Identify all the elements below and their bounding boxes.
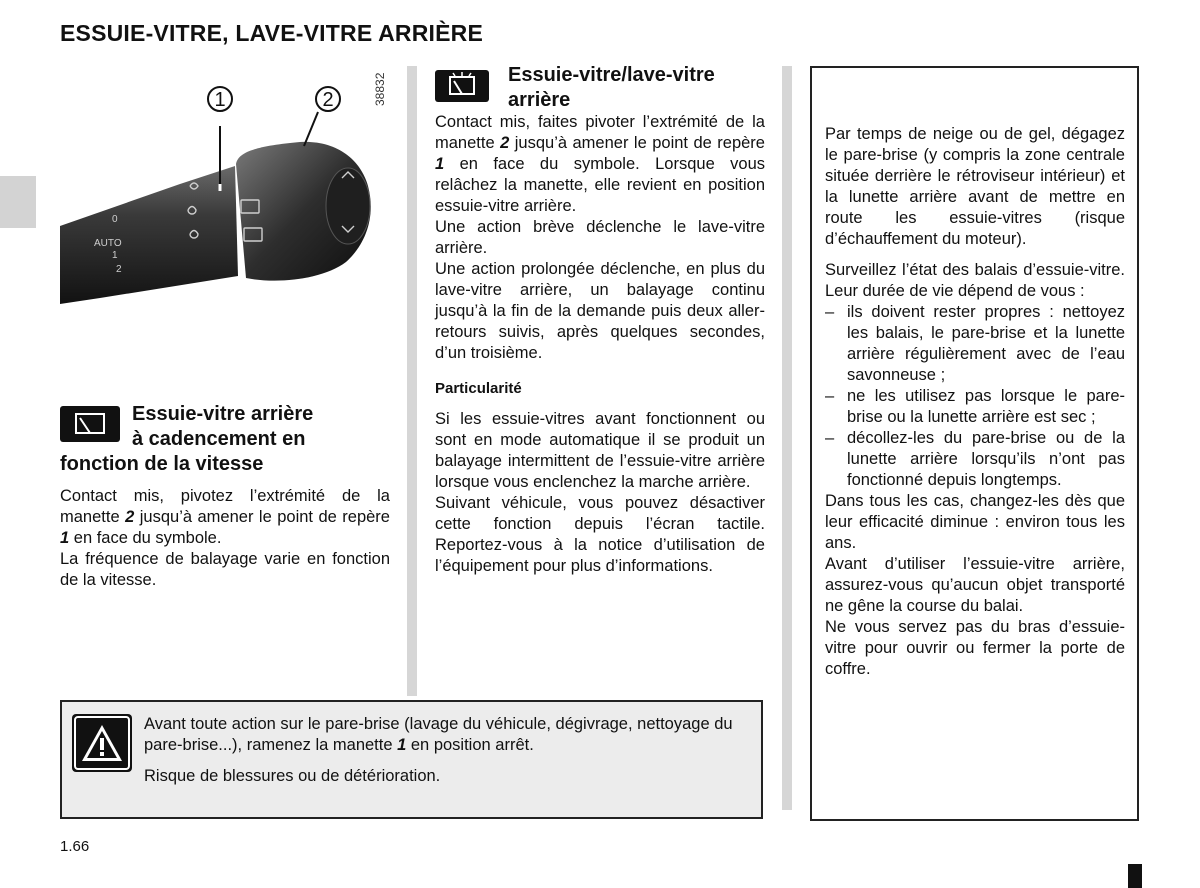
speed-wiper-heading-line2: à cadencement en [132,428,306,450]
corner-mark [1128,864,1142,888]
rear-wiper-heading-line1: Essuie-vitre/lave-vitre [508,64,715,86]
warning-text-2: Risque de blessures ou de détérioration. [144,767,441,785]
note-para1: Par temps de neige ou de gel, dégagez le pare-brise (y compris la zone centrale située derrière le rétroviseur intérieur) et la lunette arrière avant de mettre en route les essuie-vitres (risque d’échauffement du moteur). [825,125,1125,248]
chapter-tab [0,176,36,228]
note-box [810,66,1139,821]
note-para2: Surveillez l’état des balais d’essuie-vitre. Leur durée de vie dépend de vous : [825,261,1125,300]
warning-triangle-icon [72,714,132,772]
column-divider-2 [782,66,792,810]
rear-wiper-heading-line2: arrière [508,89,571,111]
rear-wiper-para2: Une action brève déclenche le lave-vitre arrière. [435,218,765,257]
callout-2-label: 2 [322,89,334,111]
page-title: ESSUIE-VITRE, LAVE-VITRE ARRIÈRE [60,20,484,46]
rear-wiper-para3: Une action prolongée déclenche, en plus du lave-vitre arrière, un balayage continu jusqu’à la fin de la demande puis deux aller-retours suivis, après quelques secondes, d’un troisième. [435,260,765,362]
figure-id: 38832 [373,72,387,106]
note-list [825,302,1125,491]
page-number: 1.66 [60,838,90,855]
note-para5: Ne vous servez pas du bras d’essuie-vitre pour ouvrir ou fermer la porte de coffre. [825,618,1125,678]
speed-wiper-heading-line1: Essuie-vitre arrière [132,403,314,425]
speed-wiper-para2: La fréquence de balayage varie en fonction de la vitesse. [60,550,390,589]
speed-wiper-para1: Contact mis, pivotez l’extrémité de la manette 2 jusqu’à amener le point de repère 1 en face du symbole. [60,487,390,547]
particularite-heading: Particularité [435,380,522,397]
rear-wiper-para4: Si les essuie-vitres avant fonctionnent ou sont en mode automatique il se produit un balayage intermittent de l’essuie-vitre arrière lorsque vous enclenchez la marche arrière. [435,410,765,491]
speed-wiper-heading-line3: fonction de la vitesse [60,453,264,475]
speed-wiper-text [60,486,390,591]
rear-wiper-washer-icon [435,70,489,102]
rear-wiper-icon [60,406,120,442]
rear-wiper-para5: Suivant véhicule, vous pouvez désactiver cette fonction depuis l’écran tactile. Reportez-vous à la notice d’utilisation de l’équipement pour plus d’informations. [435,494,765,575]
lever-pos2-label: 2 [116,264,122,275]
rear-wiper-para1: Contact mis, faites pivoter l’extrémité de la manette 2 jusqu’à amener le point de repère 1 en face du symbole. Lorsque vous relâchez la manette, elle revient en position essuie-vitre arrière. [435,113,765,215]
lever-pos1-label: 1 [112,250,118,261]
lever-pos0-label: 0 [112,214,118,225]
callout-1-label: 1 [214,89,226,111]
wiper-stalk-illustration [60,66,390,306]
list-item: – ils doivent rester propres : nettoyez les balais, le pare-brise et la lunette arrière régulièrement avec de l’eau savonneuse ; [825,302,1125,386]
note-para4: Avant d’utiliser l’essuie-vitre arrière, assurez-vous qu’aucun objet transporté ne gêne la course du balai. [825,555,1125,615]
lever-auto-label: AUTO [94,238,122,249]
warning-box [60,700,763,819]
note-para3: Dans tous les cas, changez-les dès que leur efficacité diminue : environ tous les ans. [825,492,1125,552]
rear-wiper-text [435,112,765,577]
list-item: – décollez-les du pare-brise ou de la lunette arrière lorsqu’ils n’ont pas fonctionné depuis longtemps. [825,428,1125,491]
warning-text-1: Avant toute action sur le pare-brise (lavage du véhicule, dégivrage, nettoyage du pare-brise...), ramenez la manette 1 en position arrêt. [144,715,733,754]
list-item: – ne les utilisez pas lorsque le pare-brise ou la lunette arrière est sec ; [825,386,1125,428]
column-divider-1 [407,66,417,696]
wiper-stalk-drawing [60,66,390,306]
